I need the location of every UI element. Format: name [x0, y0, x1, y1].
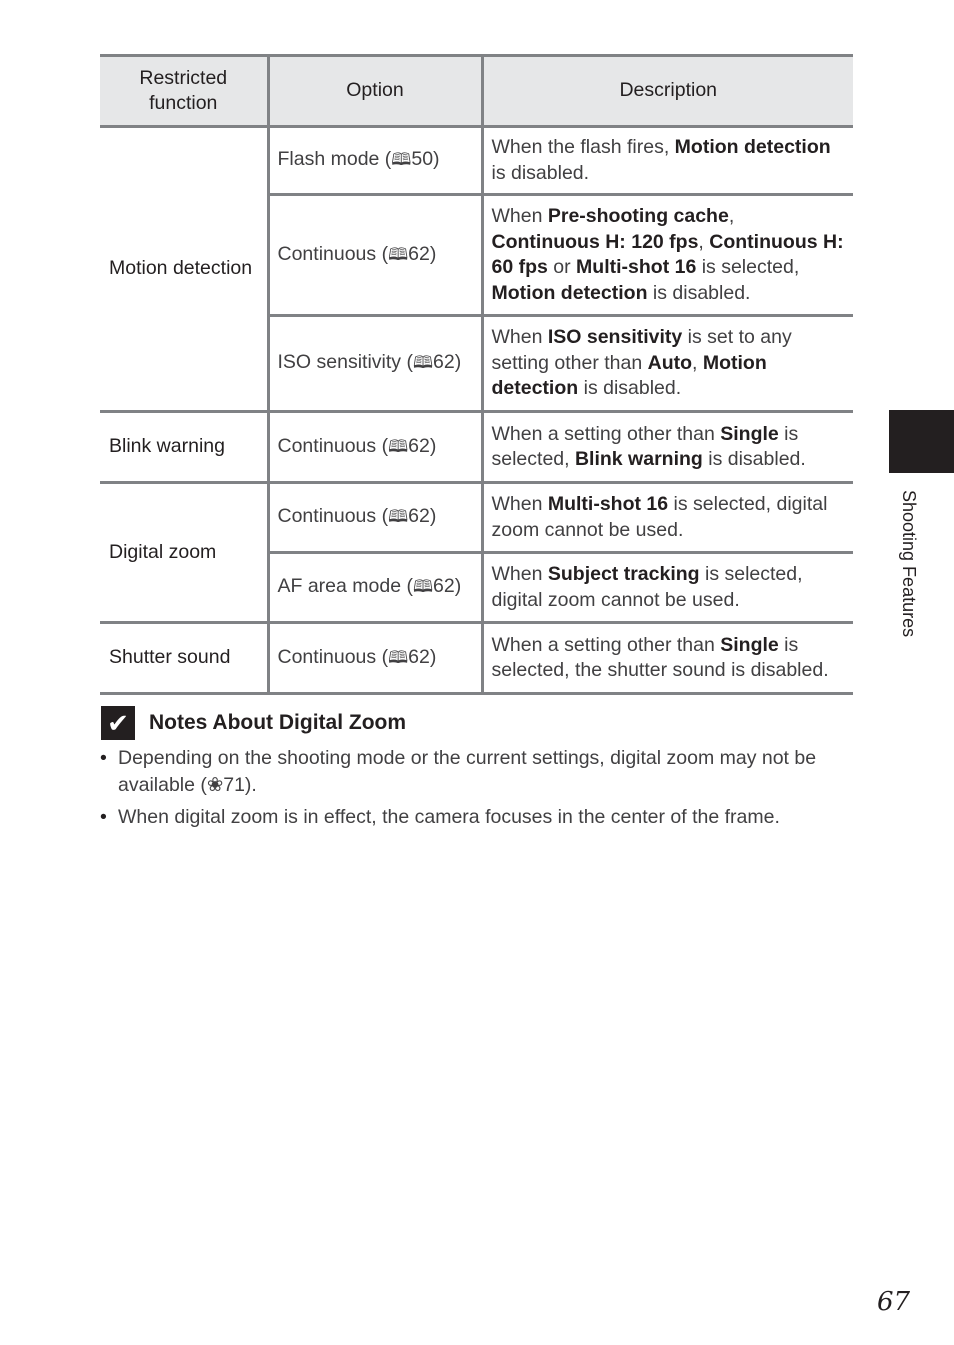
table-header-row — [100, 56, 853, 127]
function-cell: Blink warning — [109, 435, 225, 458]
book-reference-icon: 🕮 — [388, 244, 409, 265]
list-item: • When digital zoom is in effect, the camera focuses in the center of the frame. — [100, 806, 780, 828]
book-reference-icon: 🕮 — [391, 150, 412, 171]
list-item: • Depending on the shooting mode or the current settings, digital zoom may not be available (❀71). — [100, 747, 817, 796]
option-cell: Continuous (🕮62) — [268, 483, 482, 553]
function-cell: Digital zoom — [109, 540, 217, 563]
option-cell: AF area mode (🕮62) — [268, 553, 482, 623]
header-description: Description — [482, 56, 853, 127]
option-cell: Continuous (🕮62) — [268, 412, 482, 483]
description-cell: When a setting other than Single is selected, Blink warning is disabled. — [482, 412, 853, 483]
section-tab — [889, 410, 954, 473]
page-number: 67 — [877, 1287, 911, 1317]
option-cell: Continuous (🕮62) — [268, 195, 482, 316]
function-cell: Shutter sound — [109, 646, 231, 669]
restrictions-table — [100, 54, 853, 695]
section-label: Shooting Features — [899, 490, 919, 638]
table-row — [100, 127, 853, 195]
notes-title: ✔ Notes About Digital Zoom — [101, 706, 406, 740]
description-cell: When Pre-shooting cache, Continuous H: 120 fps, Continuous H: 60 fps or Multi-shot 16 is selected, Motion detection is disabled. — [482, 195, 853, 316]
table-row — [100, 412, 853, 483]
header-option: Option — [268, 56, 482, 127]
description-cell: When a setting other than Single is selected, the shutter sound is disabled. — [482, 623, 853, 694]
option-cell: ISO sensitivity (🕮62) — [268, 316, 482, 412]
function-cell: Motion detection — [109, 257, 253, 280]
option-cell: Continuous (🕮62) — [268, 623, 482, 694]
header-restricted-function: Restricted function — [139, 66, 228, 114]
description-cell: When Multi-shot 16 is selected, digital zoom cannot be used. — [482, 483, 853, 553]
book-reference-icon: 🕮 — [388, 507, 409, 528]
check-icon: ✔ — [101, 706, 135, 740]
book-reference-icon: 🕮 — [412, 353, 433, 374]
book-reference-icon: 🕮 — [388, 436, 409, 457]
description-cell: When Subject tracking is selected, digital zoom cannot be used. — [482, 553, 853, 623]
notes-list — [100, 745, 860, 836]
table-row — [100, 623, 853, 694]
description-cell: When the flash fires, Motion detection is disabled. — [482, 127, 853, 195]
description-cell: When ISO sensitivity is set to any setting other than Auto, Motion detection is disabled. — [482, 316, 853, 412]
book-reference-icon: 🕮 — [388, 647, 409, 668]
table-row — [100, 483, 853, 553]
option-cell: Flash mode (🕮50) — [268, 127, 482, 195]
reference-section-icon: ❀ — [206, 774, 224, 796]
book-reference-icon: 🕮 — [412, 577, 434, 598]
